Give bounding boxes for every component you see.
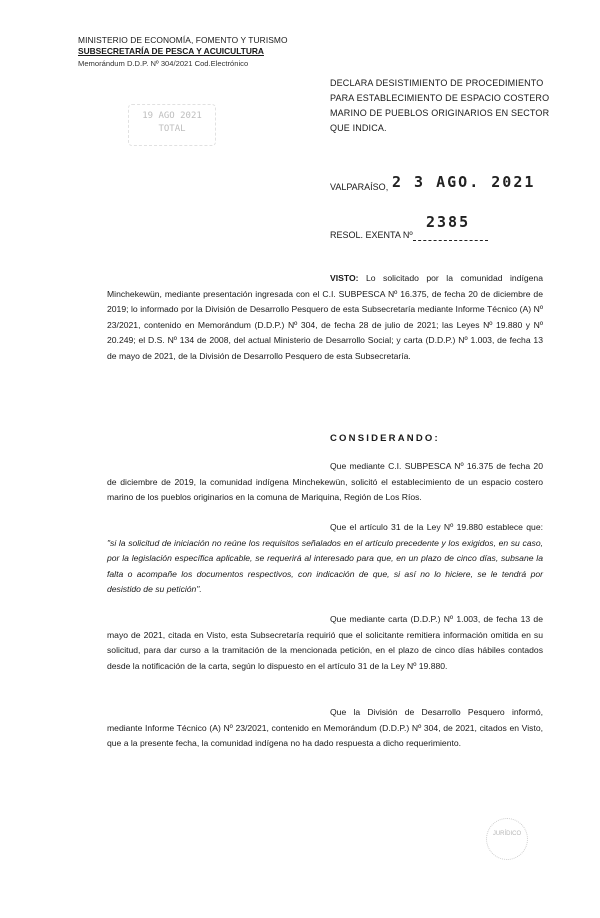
subsecretaria-header: SUBSECRETARÍA DE PESCA Y ACUICULTURA — [78, 46, 264, 56]
resolution-label: RESOL. EXENTA Nº — [330, 230, 413, 240]
considerando-heading: CONSIDERANDO: — [330, 433, 440, 444]
date-stamp: 2 3 AGO. 2021 — [392, 173, 536, 191]
visto-paragraph — [107, 271, 543, 364]
resolution-title: DECLARA DESISTIMIENTO DE PROCEDIMIENTO PARA ESTABLECIMIENTO DE ESPACIO COSTERO MARINO DE PUEBLOS ORIGINARIOS EN SECTOR QUE INDICA. — [330, 78, 550, 133]
memo-reference: Memorándum D.D.P. Nº 304/2021 Cod.Electrónico — [78, 59, 249, 68]
considerando-paragraph-1: Que mediante C.I. SUBPESCA Nº 16.375 de fecha 20 de diciembre de 2019, la comunidad indígena Minchekewün, solicitó el establecimiento de un espacio costero marino de los pueblos originarios en la comuna de Mariquina, Región de Los Ríos. — [107, 461, 543, 502]
resolution-underline — [413, 240, 488, 241]
legal-seal-stamp: JURÍDICO — [486, 818, 528, 860]
faded-reception-stamp: 19 AGO 2021 TOTAL — [128, 104, 216, 146]
ministry-header: MINISTERIO DE ECONOMÍA, FOMENTO Y TURISMO — [78, 35, 288, 45]
paragraph-2-lead: Que el artículo 31 de la Ley Nº 19.880 establece que: — [330, 522, 543, 532]
visto-label: VISTO: — [330, 273, 359, 283]
law-quote: "si la solicitud de iniciación no reúne los requisitos señalados en el artículo precedente y los exigidos, en su caso, por la legislación específica aplicable, se requerirá al interesado para que, en un plazo de cinco días, subsane la falta o acompañe los documentos respectivos, con indicación de que, si así no lo hiciere, se le tendrá por desistido de su petición". — [107, 537, 543, 594]
considerando-paragraph-2 — [107, 520, 543, 598]
considerando-paragraph-4: Que la División de Desarrollo Pesquero informó, mediante Informe Técnico (A) Nº 23/2021, contenido en Memorándum (D.D.P.) Nº 304, de 2021, citados en Visto, que a la presente fecha, la comunidad indígena no ha dado respuesta a dicho requerimiento. — [107, 707, 543, 748]
visto-text: Lo solicitado por la comunidad indígena Minchekewün, mediante presentación ingresada con el C.I. SUBPESCA Nº 16.375, de fecha 20 de diciembre de 2019; lo informado por la División de Desarrollo Pesquero de esta Subsecretaría mediante Informe Técnico (A) Nº 23/2021, contenido en Memorándum (D.D.P.) Nº 304, de fecha 28 de julio de 2021; las Leyes Nº 19.880 y Nº 20.249; el D.S. Nº 134 de 2008, del actual Ministerio de Desarrollo Social; y carta (D.D.P.) Nº 1.003, de fecha 13 de mayo de 2021, de la División de Desarrollo Pesquero de esta Subsecretaría. — [107, 273, 543, 361]
resolution-number: 2385 — [426, 213, 471, 231]
considerando-paragraph-3: Que mediante carta (D.D.P.) Nº 1.003, de fecha 13 de mayo de 2021, citada en Visto, esta Subsecretaría requirió que el solicitante remitiera información omitida en su solicitud, para dar curso a la tramitación de la mencionada petición, en el plazo de cinco días hábiles contados desde la notificación de la carta, según lo dispuesto en el artículo 31 de la Ley Nº 19.880. — [107, 614, 543, 671]
place-label: VALPARAÍSO, — [330, 182, 389, 192]
